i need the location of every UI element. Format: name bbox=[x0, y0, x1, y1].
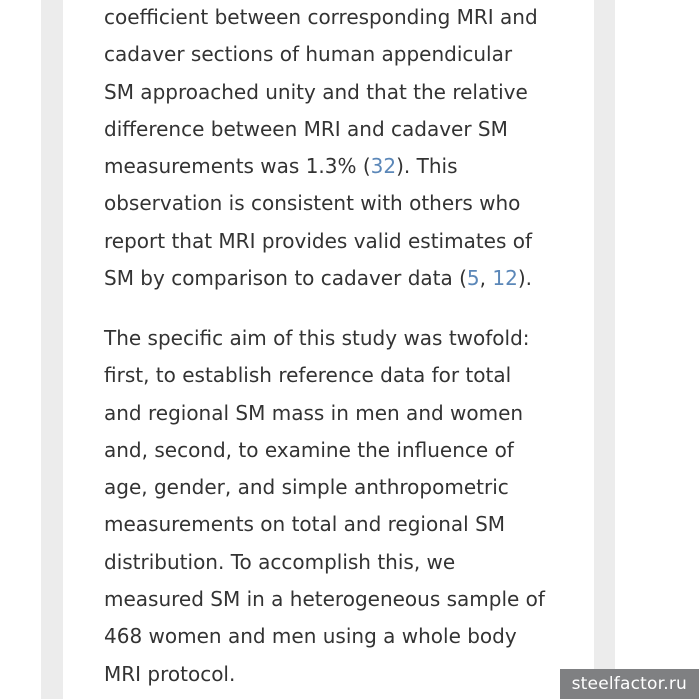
text-fragment: ). bbox=[517, 266, 532, 291]
text-line: difference between MRI and cadaver SM bbox=[104, 116, 508, 141]
paragraph-mri-validation bbox=[104, 0, 564, 297]
reference-link-32[interactable]: 32 bbox=[370, 154, 397, 179]
text-line bbox=[104, 148, 564, 185]
text-line: age, gender, and simple anthropometric bbox=[104, 475, 509, 500]
text-line: measurements on total and regional SM bbox=[104, 512, 506, 537]
text-line: distribution. To accomplish this, we bbox=[104, 549, 456, 574]
text-line: coefficient between corresponding MRI and bbox=[104, 5, 538, 29]
text-fragment: ). This bbox=[396, 154, 458, 179]
text-line: measured SM in a heterogeneous sample of bbox=[104, 587, 545, 612]
text-line: The specific aim of this study was twofold: bbox=[104, 326, 530, 350]
text-line: MRI protocol. bbox=[104, 661, 236, 686]
left-margin bbox=[0, 0, 41, 699]
text-line: observation is consistent with others who bbox=[104, 191, 521, 216]
text-fragment: SM by comparison to cadaver data ( bbox=[104, 266, 467, 291]
left-side-band bbox=[41, 0, 63, 699]
text-line: 468 women and men using a whole body bbox=[104, 624, 517, 649]
text-line: and regional SM mass in men and women bbox=[104, 400, 524, 425]
text-line: first, to establish reference data for total bbox=[104, 363, 512, 388]
text-line: SM approached unity and that the relative bbox=[104, 79, 528, 104]
text-line: cadaver sections of human appendicular bbox=[104, 42, 513, 67]
paragraph-study-aim bbox=[104, 320, 564, 693]
reference-link-12[interactable]: 12 bbox=[492, 266, 518, 291]
reference-link-5[interactable]: 5 bbox=[466, 266, 480, 291]
text-line: and, second, to examine the influence of bbox=[104, 437, 514, 462]
right-side-band bbox=[594, 0, 615, 699]
text-line bbox=[104, 260, 564, 297]
text-line: report that MRI provides valid estimates of bbox=[104, 228, 533, 253]
site-watermark: steelfactor.ru bbox=[560, 669, 699, 699]
text-fragment: , bbox=[479, 266, 493, 291]
text-fragment: measurements was 1.3% ( bbox=[104, 154, 371, 179]
